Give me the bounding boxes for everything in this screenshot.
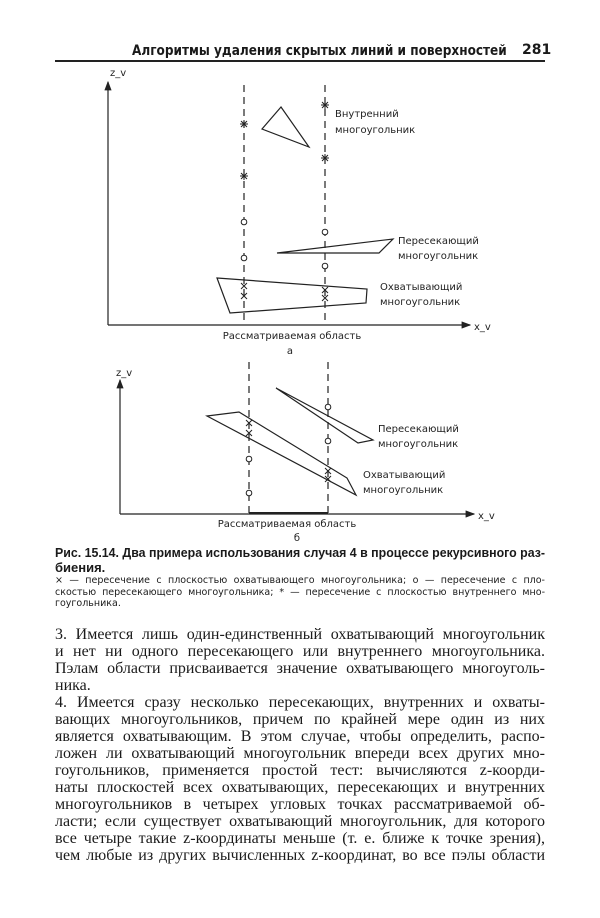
crossing-label: многоугольник bbox=[378, 439, 459, 450]
text-line: является охватывающим. В этом случае, чтобы определить, распо- bbox=[55, 728, 545, 745]
enclosing-polygon bbox=[217, 278, 367, 313]
figure-caption: биения. bbox=[55, 560, 106, 575]
circle-marker bbox=[325, 438, 331, 444]
text-line: многоугольников в четырех угловых точках рассматриваемой об- bbox=[55, 796, 545, 813]
figure-legend: гоугольника. bbox=[55, 598, 121, 609]
text-line: 3. Имеется лишь один-единственный охватывающий многоугольник bbox=[55, 626, 545, 643]
asterisk-marker bbox=[321, 101, 329, 109]
text-line: вающих многоугольников, причем по крайней мере один из них bbox=[55, 711, 545, 728]
z-axis-label: z_v bbox=[116, 368, 133, 379]
region-label: Рассматриваемая область bbox=[222, 331, 362, 342]
circle-marker bbox=[322, 263, 328, 269]
crossing-polygon bbox=[276, 388, 373, 443]
circle-marker bbox=[246, 456, 252, 462]
text-line: Пэлам области присваивается значение охватывающего многоуголь- bbox=[55, 660, 545, 677]
markers bbox=[240, 101, 329, 301]
text-line: наты плоскостей всех охватывающих, пересекающих и внутренних bbox=[55, 779, 545, 796]
enclosing-label: Охватывающий bbox=[363, 470, 446, 481]
text-line: ложен ли охватывающий многоугольник впереди всех других мно- bbox=[55, 745, 545, 762]
figure-caption: Рис. 15.14. Два примера использования случая 4 в процессе рекурсивного раз- bbox=[55, 545, 545, 560]
subfigure-label: а bbox=[286, 346, 294, 357]
circle-marker bbox=[241, 219, 247, 225]
circle-marker bbox=[325, 404, 331, 410]
circle-marker bbox=[246, 490, 252, 496]
text-line: ласти; если существует охватывающий многоугольник, для которого bbox=[55, 813, 545, 830]
enclosing-label: многоугольник bbox=[363, 485, 444, 496]
crossing-label: многоугольник bbox=[398, 251, 479, 262]
region-label: Рассматриваемая область bbox=[217, 519, 357, 530]
text-line: все четыре такие z-координаты меньше (т. е. ближе к точке зрения), bbox=[55, 830, 545, 847]
circle-marker bbox=[322, 229, 328, 235]
text-line: 4. Имеется сразу несколько пересекающих, внутренних и охваты- bbox=[55, 694, 545, 711]
circle-marker bbox=[241, 255, 247, 261]
inner-label: Внутренний bbox=[335, 109, 399, 120]
asterisk-marker bbox=[321, 154, 329, 162]
enclosing-label: многоугольник bbox=[380, 297, 461, 308]
crossing-label: Пересекающий bbox=[378, 424, 459, 435]
asterisk-marker bbox=[240, 172, 248, 180]
asterisk-marker bbox=[240, 120, 248, 128]
x-axis-label: x_v bbox=[478, 511, 495, 522]
z-axis-label: z_v bbox=[110, 68, 127, 79]
text-line: и нет ни одного пересекающего или внутреннего многоугольника. bbox=[55, 643, 545, 660]
page-number: 281 bbox=[522, 42, 552, 58]
markers bbox=[246, 404, 331, 496]
running-header: Алгоритмы удаления скрытых линий и поверхностей bbox=[132, 43, 507, 59]
inner-label: многоугольник bbox=[335, 125, 416, 136]
text-line: чем любые из других вычисленных z-координат, во все пэлы области bbox=[55, 847, 545, 864]
cross-marker bbox=[246, 420, 331, 482]
text-line: гоугольников, применяется простой тест: вычисляются z-коорди- bbox=[55, 762, 545, 779]
x-axis-label: x_v bbox=[474, 322, 491, 333]
crossing-polygon bbox=[277, 239, 393, 253]
text-line: ника. bbox=[55, 677, 91, 694]
figure-legend: скостью пересекающего многоугольника; * — пересечение с плоскостью внутреннего мно- bbox=[55, 586, 545, 598]
crossing-label: Пересекающий bbox=[398, 236, 479, 247]
enclosing-label: Охватывающий bbox=[380, 282, 463, 293]
enclosing-polygon bbox=[207, 412, 356, 495]
subfigure-label: б bbox=[293, 533, 301, 544]
inner-polygon bbox=[262, 107, 309, 147]
figure-legend: × — пересечение с плоскостью охватывающего многоугольника; о — пересечение с пло- bbox=[55, 575, 545, 586]
